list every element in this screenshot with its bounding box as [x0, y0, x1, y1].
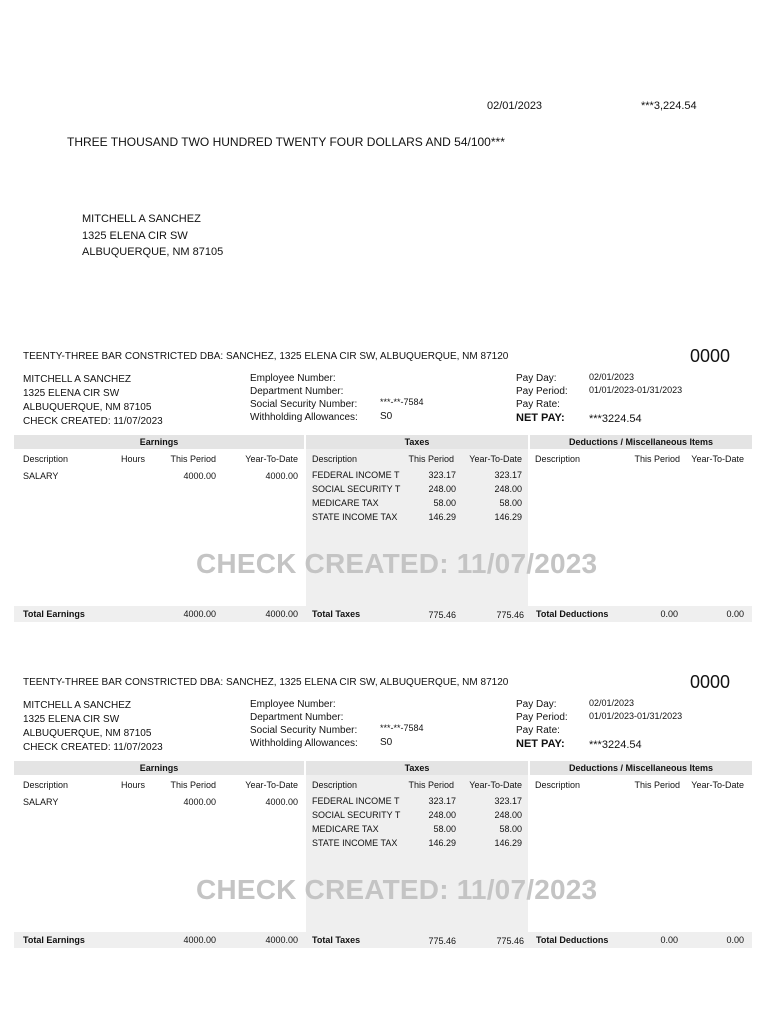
withholding-label: Withholding Allowances: — [250, 412, 358, 423]
pay-day-label: Pay Day: — [516, 373, 557, 384]
check-created: CHECK CREATED: 11/07/2023 — [23, 416, 163, 427]
employee-city: ALBUQUERQUE, NM 87105 — [23, 728, 152, 739]
total-earnings-label: Total Earnings — [23, 609, 85, 619]
tax-row-ytd: 323.17 — [494, 796, 522, 806]
check-date: 02/01/2023 — [487, 100, 543, 112]
deductions-col-ytd: Year-To-Date — [691, 454, 744, 464]
taxes-header: Taxes — [404, 763, 430, 773]
tax-row-this-period: 58.00 — [433, 498, 456, 508]
pay-period-value: 01/01/2023-01/31/2023 — [589, 711, 683, 721]
taxes-header: Taxes — [404, 437, 430, 447]
pay-day-label: Pay Day: — [516, 699, 557, 710]
tax-row-ytd: 323.17 — [494, 470, 522, 480]
taxes-col-this-period: This Period — [408, 780, 454, 790]
total-taxes-label: Total Taxes — [312, 935, 361, 945]
tax-row-this-period: 323.17 — [428, 796, 456, 806]
total-deductions-label: Total Deductions — [536, 935, 609, 945]
total-taxes-ytd: 775.46 — [496, 936, 524, 946]
tax-row-description: MEDICARE TAX — [312, 498, 379, 508]
tax-row-description: MEDICARE TAX — [312, 824, 379, 834]
deductions-col-this-period: This Period — [634, 454, 680, 464]
employee-name: MITCHELL A SANCHEZ — [23, 374, 131, 385]
earnings-row-description: SALARY — [23, 797, 59, 807]
payee-city: ALBUQUERQUE, NM 87105 — [82, 246, 224, 258]
tax-row-description: STATE INCOME TAX — [312, 838, 398, 848]
employee-street: 1325 ELENA CIR SW — [23, 388, 120, 399]
tax-row-ytd: 146.29 — [494, 512, 522, 522]
tax-row-this-period: 146.29 — [428, 512, 456, 522]
pay-day-value: 02/01/2023 — [589, 698, 635, 708]
check-created-watermark: CHECK CREATED: 11/07/2023 — [196, 874, 598, 905]
tax-row-ytd: 248.00 — [494, 810, 522, 820]
earnings-header: Earnings — [139, 763, 179, 773]
deductions-col-this-period: This Period — [634, 780, 680, 790]
earnings-col-hours: Hours — [121, 780, 146, 790]
tax-row-ytd: 146.29 — [494, 838, 522, 848]
tax-row-ytd: 58.00 — [499, 824, 522, 834]
tax-row-description: SOCIAL SECURITY T — [312, 810, 401, 820]
tax-row-this-period: 248.00 — [428, 810, 456, 820]
check-created-watermark: CHECK CREATED: 11/07/2023 — [196, 548, 598, 579]
deductions-header: Deductions / Miscellaneous Items — [568, 763, 714, 773]
employee-name: MITCHELL A SANCHEZ — [23, 700, 131, 711]
earnings-row-this-period: 4000.00 — [183, 797, 216, 807]
amount-in-words: THREE THOUSAND TWO HUNDRED TWENTY FOUR DOLLARS AND 54/100*** — [67, 135, 505, 149]
tax-row-this-period: 146.29 — [428, 838, 456, 848]
earnings-col-ytd: Year-To-Date — [245, 454, 298, 464]
pay-stub — [0, 338, 768, 638]
earnings-row-ytd: 4000.00 — [265, 797, 298, 807]
withholding-value: S0 — [380, 737, 393, 748]
taxes-col-this-period: This Period — [408, 454, 454, 464]
net-pay-value: ***3224.54 — [589, 413, 642, 425]
pay-rate-label: Pay Rate: — [516, 399, 560, 410]
withholding-label: Withholding Allowances: — [250, 738, 358, 749]
employee-number-label: Employee Number: — [250, 699, 336, 710]
tax-row-description: FEDERAL INCOME T — [312, 470, 400, 480]
earnings-col-this-period: This Period — [170, 454, 216, 464]
pay-stub — [0, 664, 768, 964]
earnings-col-description: Description — [23, 780, 69, 790]
earnings-row-this-period: 4000.00 — [183, 471, 216, 481]
tax-row-ytd: 248.00 — [494, 484, 522, 494]
earnings-header: Earnings — [139, 437, 179, 447]
pay-rate-label: Pay Rate: — [516, 725, 560, 736]
total-earnings-period: 4000.00 — [183, 935, 216, 945]
employee-city: ALBUQUERQUE, NM 87105 — [23, 402, 152, 413]
ssn-label: Social Security Number: — [250, 399, 358, 410]
net-pay-value: ***3224.54 — [589, 739, 642, 751]
earnings-col-ytd: Year-To-Date — [245, 780, 298, 790]
total-taxes-label: Total Taxes — [312, 609, 361, 619]
check-number: 0000 — [690, 346, 731, 366]
pay-period-label: Pay Period: — [516, 712, 568, 723]
deductions-col-ytd: Year-To-Date — [691, 780, 744, 790]
pay-period-label: Pay Period: — [516, 386, 568, 397]
earnings-row-ytd: 4000.00 — [265, 471, 298, 481]
check-amount: ***3,224.54 — [641, 100, 697, 112]
total-earnings-period: 4000.00 — [183, 609, 216, 619]
earnings-col-hours: Hours — [121, 454, 146, 464]
total-deductions-period: 0.00 — [660, 609, 678, 619]
total-taxes-period: 775.46 — [428, 936, 456, 946]
taxes-col-ytd: Year-To-Date — [469, 780, 522, 790]
pay-day-value: 02/01/2023 — [589, 372, 635, 382]
ssn-label: Social Security Number: — [250, 725, 358, 736]
earnings-row-description: SALARY — [23, 471, 59, 481]
deductions-header: Deductions / Miscellaneous Items — [568, 437, 714, 447]
earnings-col-this-period: This Period — [170, 780, 216, 790]
net-pay-label: NET PAY: — [516, 738, 565, 750]
total-earnings-ytd: 4000.00 — [265, 935, 298, 945]
total-taxes-period: 775.46 — [428, 610, 456, 620]
check-number: 0000 — [690, 672, 731, 692]
department-number-label: Department Number: — [250, 712, 344, 723]
tax-row-this-period: 323.17 — [428, 470, 456, 480]
tax-row-this-period: 58.00 — [433, 824, 456, 834]
total-earnings-label: Total Earnings — [23, 935, 85, 945]
payee-street: 1325 ELENA CIR SW — [82, 230, 188, 242]
withholding-value: S0 — [380, 411, 393, 422]
total-deductions-ytd: 0.00 — [726, 609, 744, 619]
taxes-col-description: Description — [312, 454, 358, 464]
net-pay-label: NET PAY: — [516, 412, 565, 424]
department-number-label: Department Number: — [250, 386, 344, 397]
total-deductions-period: 0.00 — [660, 935, 678, 945]
payee-name: MITCHELL A SANCHEZ — [82, 213, 201, 225]
tax-row-description: SOCIAL SECURITY T — [312, 484, 401, 494]
total-earnings-ytd: 4000.00 — [265, 609, 298, 619]
deductions-col-description: Description — [535, 454, 581, 464]
taxes-col-description: Description — [312, 780, 358, 790]
total-taxes-ytd: 775.46 — [496, 610, 524, 620]
total-deductions-ytd: 0.00 — [726, 935, 744, 945]
employee-number-label: Employee Number: — [250, 373, 336, 384]
tax-row-description: STATE INCOME TAX — [312, 512, 398, 522]
ssn-value: ***-**-7584 — [380, 397, 424, 407]
deductions-col-description: Description — [535, 780, 581, 790]
tax-row-this-period: 248.00 — [428, 484, 456, 494]
earnings-col-description: Description — [23, 454, 69, 464]
employee-street: 1325 ELENA CIR SW — [23, 714, 120, 725]
check-created: CHECK CREATED: 11/07/2023 — [23, 742, 163, 753]
company-line: TEENTY-THREE BAR CONSTRICTED DBA: SANCHEZ, 1325 ELENA CIR SW, ALBUQUERQUE, NM 87120 — [23, 351, 509, 362]
ssn-value: ***-**-7584 — [380, 723, 424, 733]
tax-row-description: FEDERAL INCOME T — [312, 796, 400, 806]
tax-row-ytd: 58.00 — [499, 498, 522, 508]
company-line: TEENTY-THREE BAR CONSTRICTED DBA: SANCHEZ, 1325 ELENA CIR SW, ALBUQUERQUE, NM 87120 — [23, 677, 509, 688]
pay-period-value: 01/01/2023-01/31/2023 — [589, 385, 683, 395]
taxes-col-ytd: Year-To-Date — [469, 454, 522, 464]
total-deductions-label: Total Deductions — [536, 609, 609, 619]
